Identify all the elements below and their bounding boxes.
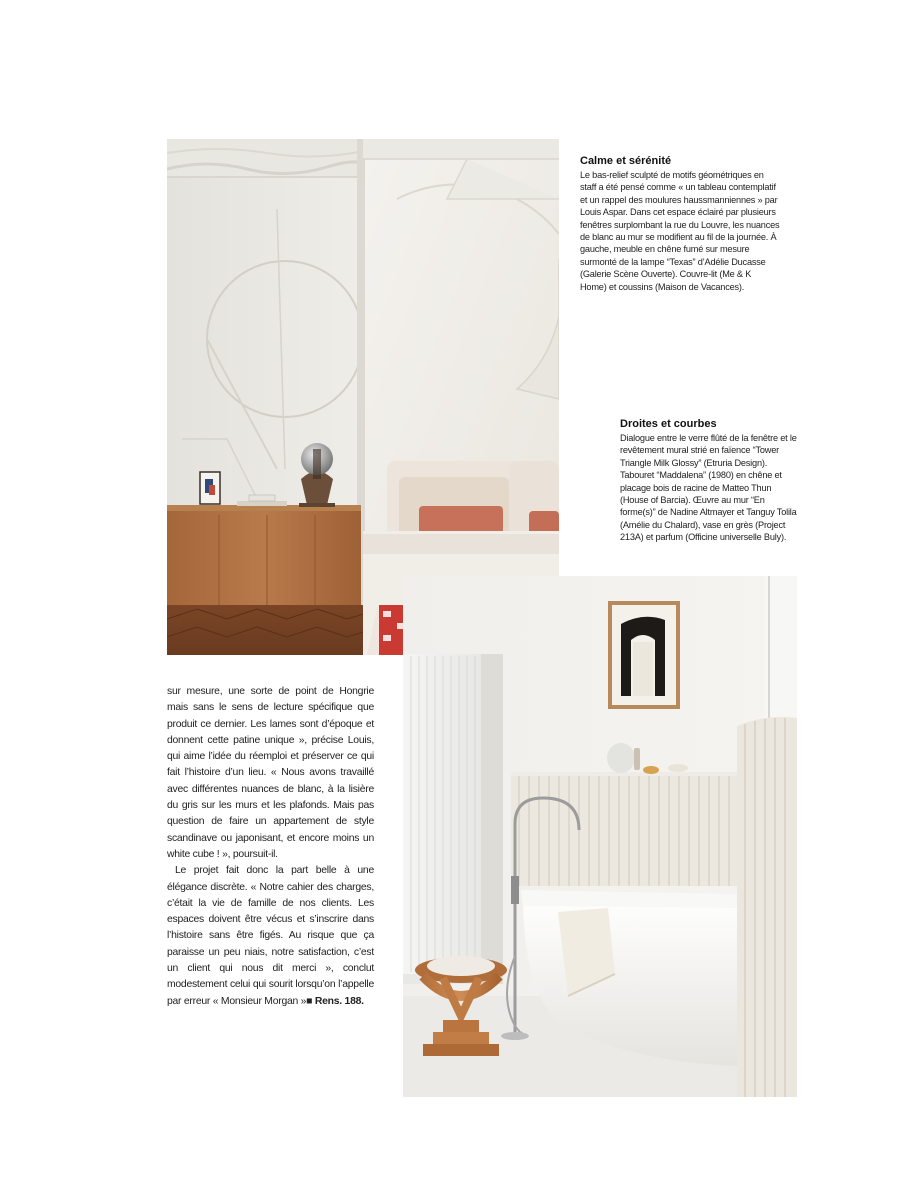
end-mark: ■ [306, 995, 313, 1007]
article-paragraph-text: Le projet fait donc la part belle à une élégance discrète. « Notre cahier des charges, c’était la vie de famille de nos clients. Les espaces doivent être vécus et s’inscrire dans l’histoire sans être figés. Au risque que ça paraisse un peu niais, notre satisfaction, c’est un client qui nous dit merci », conclut modestement celui qui sourit lorsqu’on l’appelle par erreur « Monsieur Morgan » [167, 865, 374, 1007]
caption-title: Droites et courbes [620, 418, 717, 430]
article-paragraph [167, 863, 374, 1010]
caption-title: Calme et sérénité [580, 155, 672, 167]
caption-text: Le bas-relief sculpté de motifs géométriques en staff a été pensé comme « un tableau contemplatif et un rappel des moulures haussmanniennes » par Louis Aspar. Dans cet espace éclairé par plusieurs fenêtres surplombant la rue du Louvre, les nuances de blanc au mur se modifient au fil de la journée. À gauche, meuble en chêne fumé sur mesure surmonté de la lampe “Texas” d’Adélie Ducasse (Galerie Scène Ouverte). Couvre-lit (Me & K Home) et coussins (Maison de Vacances). [580, 170, 780, 292]
bathroom-illustration [403, 576, 797, 1097]
caption-text: Dialogue entre le verre flûté de la fenêtre et le revêtement mural strié en faïence “Tower Triangle Milk Glossy” (Etruria Design). Tabouret “Maddalena” (1980) en chêne et placage bois de racine de Matteo Thun (House of Barcia). Œuvre au mur “En forme(s)” de Nadine Altmayer et Tanguy Tolila (Amélie du Chalard), vase en grès (Project 213A) et parfum (Officine universelle Buly). [620, 433, 797, 543]
caption-droites-et-courbes [620, 417, 800, 544]
caption-calme-et-serenite [580, 154, 780, 293]
bathroom-photo [403, 576, 797, 1097]
article-body [167, 684, 374, 1010]
article-paragraph: sur mesure, une sorte de point de Hongrie mais sans le sens de lecture spécifique que produit ce dernier. Les lames sont d’époque et donnent cette patine unique », précise Louis, qui aime l’idée du réemploi et préserver ce qui fait l’histoire d’un lieu. « Nous avons travaillé avec différentes nuances de blanc, à la lisière du gris sur les murs et les plafonds. Mais pas question de faire un appartement de style scandinave ou japonisant, et encore moins un white cube ! », poursuit-il. [167, 686, 374, 860]
rens-reference: Rens. 188. [314, 995, 364, 1007]
